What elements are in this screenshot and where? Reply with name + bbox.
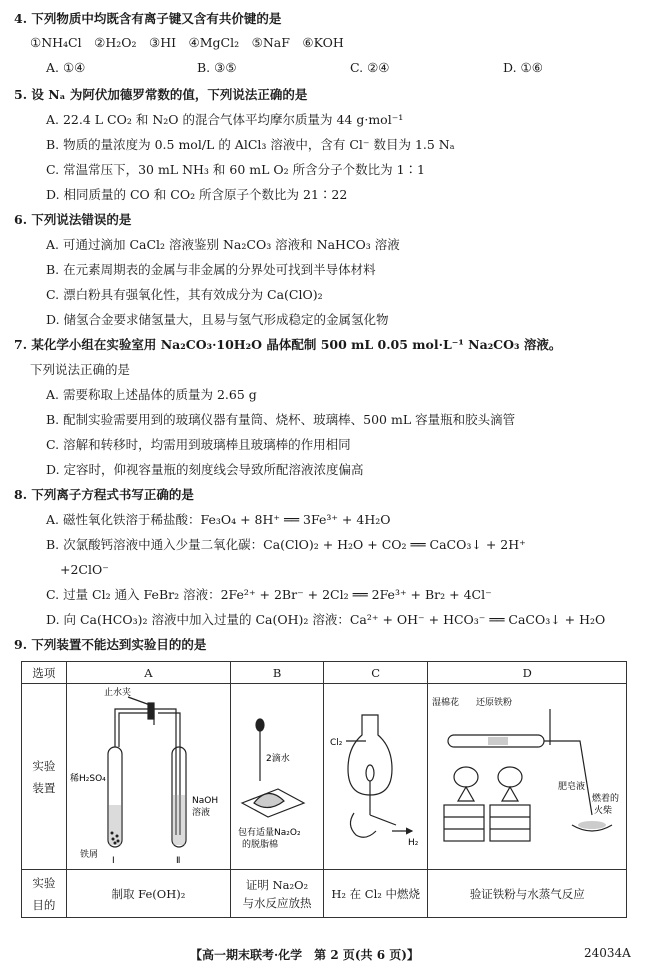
label-acid: 稀H₂SO₄ bbox=[70, 774, 107, 784]
label-tube-2: Ⅱ bbox=[176, 856, 181, 865]
label-cl2: Cl₂ bbox=[329, 738, 343, 748]
q8-option-d: D. 向 Ca(HCO₃)₂ 溶液中加入过量的 Ca(OH)₂ 溶液：Ca²⁺ + OH⁻ + HCO₃⁻ ══ CaCO₃↓ + H₂O bbox=[46, 612, 606, 627]
q7-option-b: B. 配制实验需要用到的玻璃仪器有量筒、烧杯、玻璃棒、500 mL 容量瓶和胶头滴管 bbox=[46, 412, 516, 427]
label-tube-1: Ⅰ bbox=[112, 856, 116, 865]
q7-stem-line1: 7. 某化学小组在实验室用 Na₂CO₃·10H₂O 晶体配制 500 mL 0.05 mol·L⁻¹ Na₂CO₃ 溶液。 bbox=[14, 337, 562, 352]
purpose-d: 验证铁粉与水蒸气反应 bbox=[428, 870, 627, 918]
purpose-b: 证明 Na₂O₂ 与水反应放热 bbox=[231, 870, 324, 918]
q5-stem: 5. 设 Nₐ 为阿伏加德罗常数的值，下列说法正确的是 bbox=[14, 87, 308, 102]
row-label-apparatus: 实验 装置 bbox=[22, 684, 67, 870]
q5-option-c: C. 常温常压下，30 mL NH₃ 和 60 mL O₂ 所含分子个数比为 1∶1 bbox=[46, 162, 425, 177]
q4-option-c: C. ②④ bbox=[350, 60, 390, 75]
table-header-a: A bbox=[66, 662, 231, 684]
q4-option-a: A. ①④ bbox=[46, 60, 86, 75]
label-two-drops: 2滴水 bbox=[266, 754, 290, 764]
label-soap: 肥皂液 bbox=[558, 782, 586, 792]
q6-option-c: C. 漂白粉具有强氧化性，其有效成分为 Ca(ClO)₂ bbox=[46, 287, 323, 302]
table-header-c: C bbox=[323, 662, 428, 684]
q8-option-c: C. 过量 Cl₂ 通入 FeBr₂ 溶液：2Fe²⁺ + 2Br⁻ + 2Cl₂ ══ 2Fe³⁺ + Br₂ + 4Cl⁻ bbox=[46, 587, 492, 602]
q8-option-a: A. 磁性氧化铁溶于稀盐酸：Fe₃O₄ + 8H⁺ ══ 3Fe³⁺ + 4H₂O bbox=[46, 512, 391, 527]
label-iron-powder: 还原铁粉 bbox=[476, 698, 513, 708]
q4-option-d: D. ①⑥ bbox=[503, 60, 543, 75]
q8-option-b: B. 次氯酸钙溶液中通入少量二氧化碳：Ca(ClO)₂ + H₂O + CO₂ ══ CaCO₃↓ + 2H⁺ bbox=[46, 537, 526, 552]
label-match-1: 燃着的 bbox=[592, 794, 620, 804]
q6-option-d: D. 储氢合金要求储氢量大，且易与氢气形成稳定的金属氢化物 bbox=[46, 312, 389, 327]
q5-option-b: B. 物质的量浓度为 0.5 mol/L 的 AlCl₃ 溶液中，含有 Cl⁻ 数目为 1.5 Nₐ bbox=[46, 137, 455, 152]
row-label-purpose: 实验 目的 bbox=[22, 870, 67, 918]
apparatus-b bbox=[231, 684, 324, 870]
table-header-d: D bbox=[428, 662, 627, 684]
q8-option-b-cont: +2ClO⁻ bbox=[60, 562, 109, 577]
q7-option-d: D. 定容时，仰视容量瓶的刻度线会导致所配溶液浓度偏高 bbox=[46, 462, 364, 477]
q7-option-a: A. 需要称取上述晶体的质量为 2.65 g bbox=[46, 387, 257, 402]
apparatus-a bbox=[66, 684, 231, 870]
label-match-2: 火柴 bbox=[594, 806, 613, 816]
purpose-c: H₂ 在 Cl₂ 中燃烧 bbox=[323, 870, 428, 918]
label-h2: H₂ bbox=[407, 838, 419, 848]
label-wet-cotton: 湿棉花 bbox=[432, 698, 460, 708]
apparatus-d bbox=[428, 684, 627, 870]
label-clamp: 止水夹 bbox=[104, 688, 132, 698]
apparatus-a-diagram bbox=[68, 685, 228, 865]
table-header-option: 选项 bbox=[22, 662, 67, 684]
q4-option-b: B. ③⑤ bbox=[197, 60, 237, 75]
label-solution: 溶液 bbox=[192, 808, 211, 818]
q4-stem: 4. 下列物质中均既含有离子键又含有共价键的是 bbox=[14, 11, 282, 26]
apparatus-d-diagram bbox=[430, 685, 624, 865]
q9-stem: 9. 下列装置不能达到实验目的的是 bbox=[14, 637, 207, 652]
footer-page-info: 【高一期末联考·化学 第 2 页(共 6 页)】 bbox=[190, 948, 419, 962]
apparatus-c-diagram bbox=[326, 685, 426, 865]
experiment-table bbox=[21, 661, 627, 918]
q4-items: ①NH₄Cl ②H₂O₂ ③HI ④MgCl₂ ⑤NaF ⑥KOH bbox=[30, 35, 344, 50]
q5-option-a: A. 22.4 L CO₂ 和 N₂O 的混合气体平均摩尔质量为 44 g·mol⁻¹ bbox=[46, 112, 404, 127]
footer-code: 24034A bbox=[584, 946, 631, 960]
q7-option-c: C. 溶解和转移时，均需用到玻璃棒且玻璃棒的作用相同 bbox=[46, 437, 351, 452]
label-iron: 铁屑 bbox=[80, 850, 99, 860]
q6-stem: 6. 下列说法错误的是 bbox=[14, 212, 132, 227]
q7-stem-line2: 下列说法正确的是 bbox=[30, 362, 131, 377]
label-cotton-2: 的脱脂棉 bbox=[242, 840, 279, 850]
label-naoh: NaOH bbox=[192, 796, 219, 806]
purpose-a: 制取 Fe(OH)₂ bbox=[66, 870, 231, 918]
apparatus-b-diagram bbox=[232, 685, 322, 865]
label-cotton-1: 包有适量Na₂O₂ bbox=[238, 828, 301, 838]
apparatus-c bbox=[323, 684, 428, 870]
q8-stem: 8. 下列离子方程式书写正确的是 bbox=[14, 487, 194, 502]
q5-option-d: D. 相同质量的 CO 和 CO₂ 所含原子个数比为 21∶22 bbox=[46, 187, 348, 202]
table-header-b: B bbox=[231, 662, 324, 684]
q6-option-a: A. 可通过滴加 CaCl₂ 溶液鉴别 Na₂CO₃ 溶液和 NaHCO₃ 溶液 bbox=[46, 237, 400, 252]
q6-option-b: B. 在元素周期表的金属与非金属的分界处可找到半导体材料 bbox=[46, 262, 376, 277]
